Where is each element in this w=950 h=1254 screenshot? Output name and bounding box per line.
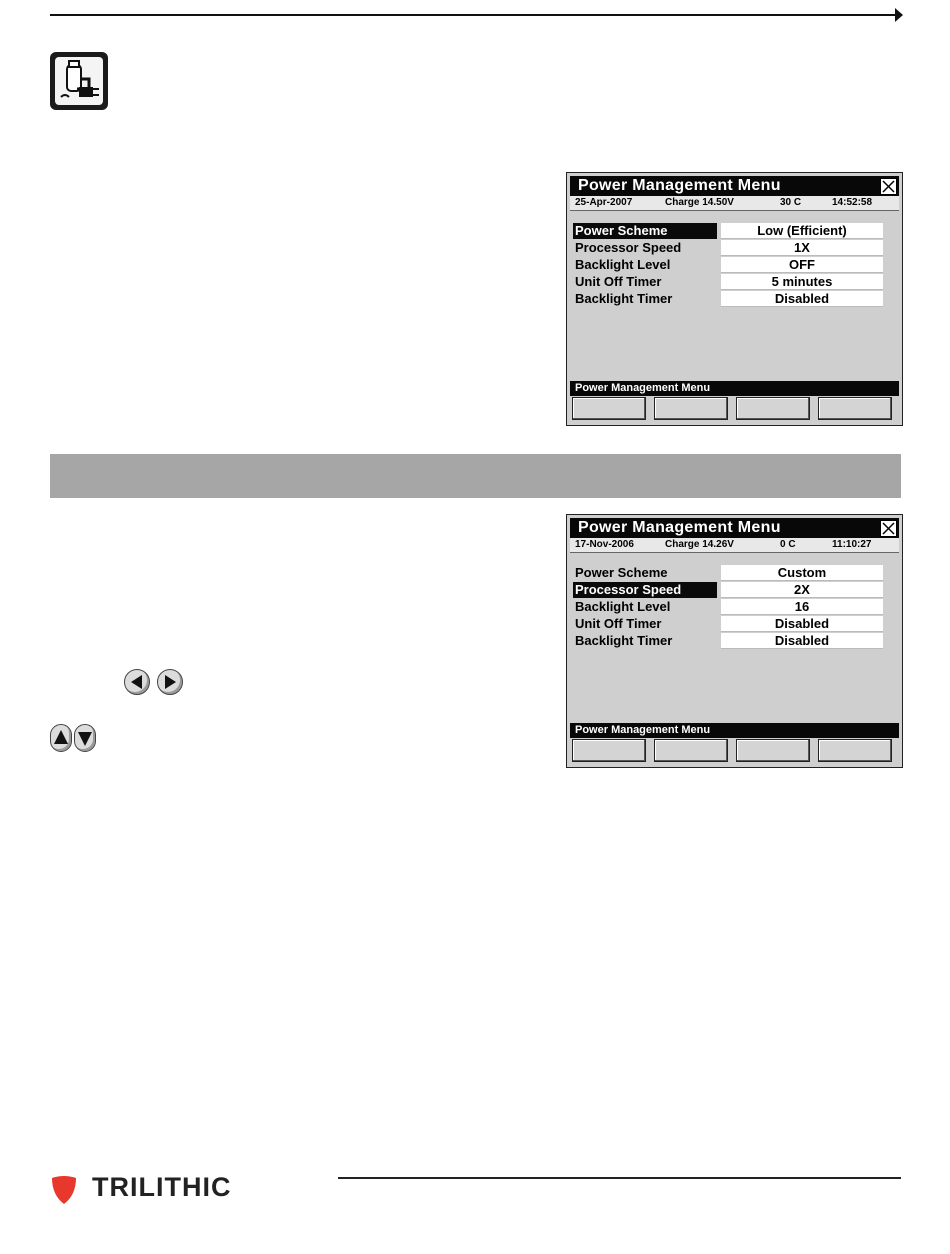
softkey-1[interactable] (572, 739, 646, 762)
status-time: 11:10:27 (832, 539, 872, 550)
softkey-4[interactable] (818, 397, 892, 420)
menu-row-backlight-level[interactable] (573, 257, 888, 273)
trilithic-logo-icon (50, 1175, 78, 1205)
softkey-4[interactable] (818, 739, 892, 762)
menu-row-processor-speed[interactable] (573, 582, 888, 598)
row-label: Unit Off Timer (575, 274, 662, 289)
menu-row-power-scheme[interactable] (573, 223, 888, 239)
down-arrow-key-icon (74, 724, 96, 752)
menu-label-bar: Power Management Menu (570, 723, 899, 738)
section-heading-band (50, 454, 901, 498)
status-bar (570, 196, 899, 211)
menu-row-unit-off-timer[interactable] (573, 616, 888, 632)
row-label: Backlight Timer (575, 633, 673, 648)
row-label: Power Scheme (573, 223, 717, 239)
right-arrow-key-icon (157, 669, 183, 695)
row-label: Unit Off Timer (575, 616, 662, 631)
menu-row-unit-off-timer[interactable] (573, 274, 888, 290)
row-value: Disabled (721, 291, 883, 307)
softkey-row (570, 397, 899, 421)
footer-rule (338, 1177, 901, 1179)
status-charge: Charge 14.50V (665, 197, 734, 208)
row-value: OFF (721, 257, 883, 273)
power-management-screen-1 (566, 172, 903, 426)
screen-title: Power Management Menu (578, 519, 781, 536)
row-label: Backlight Timer (575, 291, 673, 306)
row-value: Disabled (721, 633, 883, 649)
status-time: 14:52:58 (832, 197, 873, 208)
softkey-2[interactable] (654, 397, 728, 420)
close-icon[interactable] (880, 178, 897, 195)
menu-label-bar: Power Management Menu (570, 381, 899, 396)
status-bar (570, 538, 899, 553)
softkey-3[interactable] (736, 739, 810, 762)
menu-row-processor-speed[interactable] (573, 240, 888, 256)
row-value: 2X (721, 582, 883, 598)
up-arrow-key-icon (50, 724, 72, 752)
power-management-screen-2 (566, 514, 903, 768)
row-value: Low (Efficient) (721, 223, 883, 239)
row-label: Processor Speed (575, 240, 682, 255)
screen-title: Power Management Menu (578, 177, 781, 194)
power-plug-icon (50, 52, 108, 110)
status-date: 17-Nov-2006 (575, 539, 634, 550)
status-temperature: 0 C (780, 539, 796, 550)
softkey-1[interactable] (572, 397, 646, 420)
close-icon[interactable] (880, 520, 897, 537)
row-label: Processor Speed (573, 582, 717, 598)
status-charge: Charge 14.26V (665, 539, 734, 550)
row-label: Backlight Level (575, 257, 671, 272)
softkey-2[interactable] (654, 739, 728, 762)
row-label: Backlight Level (575, 599, 671, 614)
title-bar (570, 518, 899, 538)
trilithic-logo-text: TRILITHIC (92, 1172, 232, 1202)
row-value: Disabled (721, 616, 883, 632)
status-temperature: 30 C (780, 197, 802, 208)
top-rule (50, 14, 901, 16)
menu-row-backlight-timer[interactable] (573, 633, 888, 649)
menu-row-backlight-level[interactable] (573, 599, 888, 615)
row-value: 5 minutes (721, 274, 883, 290)
left-arrow-key-icon (124, 669, 150, 695)
softkey-3[interactable] (736, 397, 810, 420)
row-value: 1X (721, 240, 883, 256)
row-label: Power Scheme (575, 565, 668, 580)
softkey-row (570, 739, 899, 763)
status-date: 25-Apr-2007 (575, 197, 633, 208)
row-value: Custom (721, 565, 883, 581)
menu-row-power-scheme[interactable] (573, 565, 888, 581)
row-value: 16 (721, 599, 883, 615)
menu-row-backlight-timer[interactable] (573, 291, 888, 307)
title-bar (570, 176, 899, 196)
